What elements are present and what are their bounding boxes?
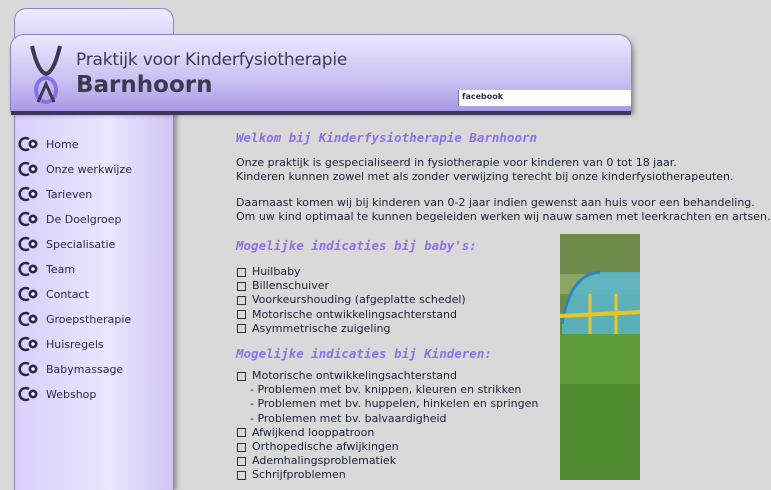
list-item-text: - Problemen met bv. balvaardigheid [250,411,447,425]
nav-item-home[interactable] [20,134,160,154]
baby-list [236,265,466,336]
checkbox-icon [237,268,246,277]
nav-label: Onze werkwijze [46,162,132,176]
list-item-text: Voorkeurshouding (afgeplatte schedel) [252,293,466,307]
nav-label: Specialisatie [46,237,116,251]
nav-bullet-icon [20,362,42,376]
nav-bullet-icon [20,162,42,176]
list-item-text: Orthopedische afwijkingen [252,439,399,453]
list-subitem [236,383,538,397]
checkbox-icon [237,471,246,480]
checkbox-icon [237,372,246,381]
list-item [236,454,538,468]
nav-label: Contact [46,287,89,301]
welcome-heading: Welkom bij Kinderfysiotherapie Barnhoorn [236,130,538,145]
nav-bullet-icon [20,287,42,301]
intro2-line: Daarnaast komen wij bij kinderen van 0-2 jaar indien gewenst aan huis voor een behandeling. [236,196,755,209]
list-item-text: Ademhalingsproblematiek [252,454,397,468]
checkbox-icon [237,428,246,437]
nav-item-tarieven[interactable] [20,184,160,204]
facebook-link[interactable]: facebook [462,92,504,101]
list-item-text: Asymmetrische zuigeling [252,321,391,335]
nav-label: Team [46,262,76,276]
nav-item-huisregels[interactable] [20,334,160,354]
checkbox-icon [237,457,246,466]
nav-bullet-icon [20,387,42,401]
list-subitem [236,397,538,411]
list-item-text: - Problemen met bv. huppelen, hinkelen en springen [250,397,539,411]
nav-bullet-icon [20,137,42,151]
nav-bullet-icon [20,337,42,351]
nav-item-de-doelgroep[interactable] [20,209,160,229]
list-item [236,440,538,454]
nav-item-groepstherapie[interactable] [20,309,160,329]
kids-heading: Mogelijke indicaties bij Kinderen: [236,346,492,361]
checkbox-icon [237,296,246,305]
list-item [236,265,466,279]
nav-label: Groepstherapie [46,312,132,326]
list-item [236,468,538,482]
nav-label: Tarieven [46,187,93,201]
nav-item-babymassage[interactable] [20,359,160,379]
nav-bullet-icon [20,262,42,276]
nav-label: Huisregels [46,337,104,351]
list-item [236,369,538,383]
checkbox-icon [237,443,246,452]
list-item-text: Motorische ontwikkelingsachterstand [252,307,457,321]
nav-bullet-icon [20,237,42,251]
nav-bullet-icon [20,212,42,226]
list-subitem [236,412,538,426]
checkbox-icon [237,282,246,291]
nav-item-specialisatie[interactable] [20,234,160,254]
list-item [236,279,466,293]
nav-label: Babymassage [46,362,124,376]
list-item [236,308,466,322]
kids-list [236,369,538,483]
nav-item-webshop[interactable] [20,384,160,404]
baby-heading: Mogelijke indicaties bij baby's: [236,238,477,253]
nav-item-contact[interactable] [20,284,160,304]
logo-icon [28,44,64,106]
checkbox-icon [237,310,246,319]
list-item-text: Afwijkend looppatroon [252,425,375,439]
intro-line: Onze praktijk is gespecialiseerd in fysiotherapie voor kinderen van 0 tot 18 jaar. [236,156,677,169]
main-content [236,126,771,482]
nav-label: Home [46,137,79,151]
list-item [236,293,466,307]
intro2-line: Om uw kind optimaal te kunnen begeleiden werken wij nauw samen met leerkrachten en artsen. [236,210,771,223]
list-item-text: Huilbaby [252,265,301,278]
nav-item-onze-werkwijze[interactable] [20,159,160,179]
list-item [236,426,538,440]
nav-label: De Doelgroep [46,212,122,226]
list-item-text: Schrijfproblemen [252,468,346,482]
nav-label: Webshop [46,387,97,401]
intro-line: Kinderen kunnen zowel met als zonder verwijzing terecht bij onze kinderfysiotherapeuten. [236,170,734,183]
nav-bullet-icon [20,312,42,326]
checkbox-icon [237,324,246,333]
site-subtitle: Praktijk voor Kinderfysiotherapie [76,50,348,70]
list-item [236,322,466,336]
list-item-text: Billenschuiver [252,279,330,293]
site-title: Barnhoorn [76,72,213,98]
nav-bullet-icon [20,187,42,201]
list-item-text: Motorische ontwikkelingsachterstand [252,369,457,382]
list-item-text: - Problemen met bv. knippen, kleuren en strikken [250,383,522,397]
nav-item-team[interactable] [20,259,160,279]
